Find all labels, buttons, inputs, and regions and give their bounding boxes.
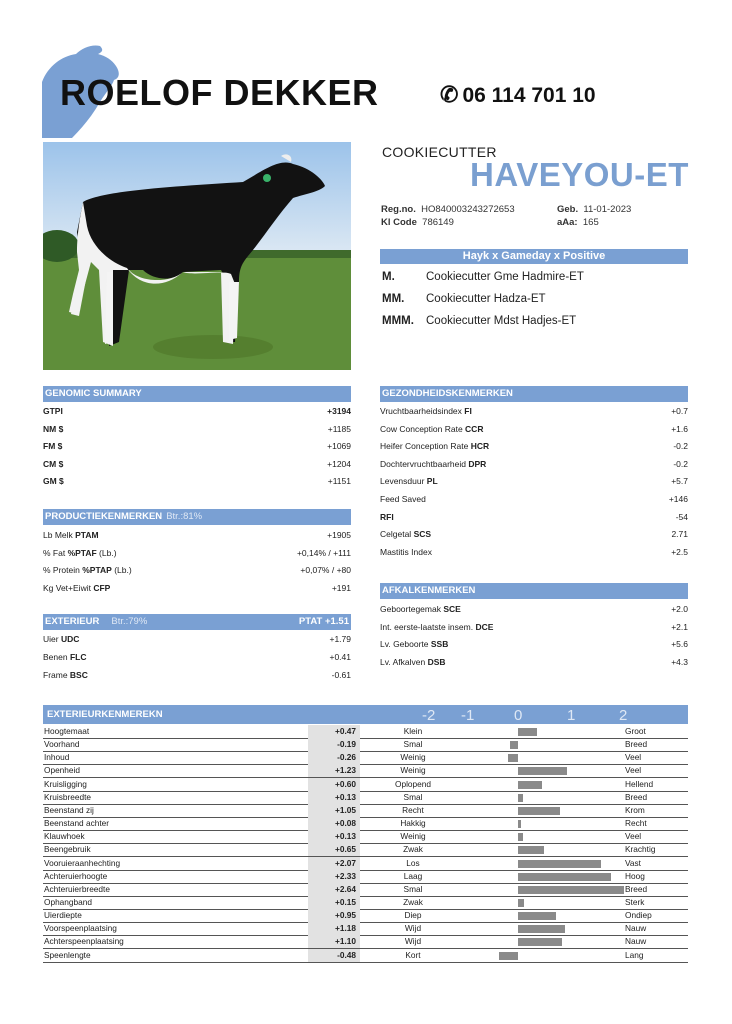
linear-traits-header (43, 705, 688, 724)
trait-label-text: Celgetal (380, 529, 414, 540)
trait-value: -0.2 (673, 441, 688, 452)
trait-label (43, 459, 63, 469)
genomic-summary-header (43, 386, 351, 402)
trait-value: +5.7 (671, 476, 688, 487)
trait-label (380, 604, 461, 614)
low-end-label: Klein (403, 726, 423, 736)
low-end-label: Weinig (400, 765, 426, 776)
trait-value: +2.33 (308, 870, 360, 883)
exterieur-row (43, 668, 351, 682)
trait-label (380, 424, 483, 434)
section-title: EXTERIEUR (45, 616, 100, 627)
trait-name: Voorhand (44, 739, 80, 750)
trait-label-text: Mastitis Index (380, 546, 432, 557)
high-end-label: Veel (625, 752, 642, 763)
trait-value: +0,07% / +80 (300, 565, 351, 575)
trait-label-text: Lv. Afkalven (380, 656, 428, 667)
trait-label-text: % Protein (43, 565, 83, 575)
pedigree-key: M. (382, 271, 395, 283)
health-row (380, 492, 688, 506)
low-end-label: Kort (405, 949, 421, 960)
scale-tick: -1 (461, 707, 475, 724)
low-end-label: Weinig (400, 752, 426, 763)
high-end-label: Hellend (625, 778, 654, 789)
trait-label-text: Geboortegemak (380, 604, 444, 614)
trait-code: FI (464, 406, 472, 416)
high-end-label: Krachtig (625, 844, 656, 855)
trait-code: CFP (93, 582, 111, 593)
trait-bar (518, 846, 544, 854)
low-end-label: Zwak (403, 844, 423, 855)
high-end-label: Ondiep (625, 910, 652, 921)
high-end-label: Groot (625, 726, 646, 736)
pedigree-great-granddam (382, 315, 576, 327)
aaa-row (557, 217, 599, 228)
trait-name: Ophangband (44, 896, 92, 907)
trait-label-text: Benen (43, 652, 70, 662)
trait-code: CM $ (43, 458, 64, 469)
trait-name: Hoogtemaat (44, 726, 90, 736)
high-end-label: Recht (625, 818, 647, 829)
trait-label (380, 512, 394, 522)
scale-tick: 1 (567, 707, 576, 724)
trait-value: 2.71 (671, 529, 688, 540)
phone-icon: ✆ (440, 82, 459, 107)
trait-label (43, 652, 86, 662)
trait-code: NM $ (43, 423, 64, 434)
trait-label-text: Feed Saved (380, 494, 426, 504)
high-end-label: Breed (625, 791, 648, 802)
trait-label-text: Kg Vet+Eiwit (43, 582, 94, 593)
trait-name: Klauwhoek (44, 831, 85, 842)
trait-bar (518, 833, 523, 841)
trait-value: +1905 (327, 530, 351, 540)
trait-name: Kruisligging (44, 778, 87, 789)
trait-label (380, 622, 493, 632)
low-end-label: Smal (403, 883, 423, 894)
pedigree-name: Cookiecutter Gme Hadmire-ET (426, 271, 584, 283)
trait-bar (518, 794, 523, 802)
trait-label (380, 529, 431, 539)
trait-name: Vooruieraanhechting (44, 857, 121, 868)
high-end-label: Sterk (625, 896, 645, 907)
linear-trait-row (43, 857, 688, 871)
trait-code: HCR (470, 441, 490, 452)
trait-code: DSB (427, 656, 446, 667)
trait-code: DPR (468, 458, 487, 469)
trait-value: +1151 (327, 476, 351, 486)
trait-value: +2.0 (671, 604, 688, 614)
trait-value: +0.60 (308, 778, 360, 791)
health-row (380, 474, 688, 488)
high-end-label: Breed (625, 883, 648, 894)
trait-bar (518, 767, 567, 775)
phone-number[interactable] (440, 82, 596, 108)
trait-bar (518, 807, 560, 815)
trait-label (380, 639, 448, 649)
regno-row (381, 204, 515, 215)
klcode-label: Kl Code (381, 217, 417, 228)
low-end-label: Weinig (400, 831, 426, 842)
linear-trait-row (43, 725, 688, 739)
trait-code: GM $ (43, 476, 64, 486)
trait-bar (518, 899, 524, 907)
trait-value: +3194 (327, 406, 351, 416)
trait-label-text: Cow Conception Rate (380, 423, 466, 434)
trait-value: +0.15 (308, 896, 360, 909)
trait-label (380, 406, 472, 416)
trait-label (43, 548, 117, 558)
low-end-label: Wijd (404, 936, 422, 947)
trait-bar (508, 754, 518, 762)
linear-trait-row (43, 764, 688, 778)
high-end-label: Hoog (625, 870, 645, 881)
calving-row (380, 637, 688, 651)
trait-label-text: % Fat (43, 547, 68, 558)
trait-label (43, 424, 63, 434)
trait-label-text: Lb Melk (43, 530, 76, 540)
production-row (43, 546, 351, 560)
trait-name: Openheid (44, 765, 80, 776)
high-end-label: Nauw (625, 923, 647, 934)
trait-bar (510, 741, 518, 749)
trait-bar (518, 925, 565, 933)
health-row (380, 439, 688, 453)
trait-label (43, 583, 110, 593)
linear-trait-row (43, 909, 688, 923)
calving-row (380, 602, 688, 616)
pedigree-granddam (382, 293, 546, 305)
trait-bar (518, 860, 601, 868)
brand-name: ROELOF DEKKER (60, 72, 379, 113)
exterieur-row (43, 650, 351, 664)
trait-name: Uierdiepte (44, 910, 82, 921)
production-header (43, 509, 351, 525)
trait-code: %PTAF (67, 547, 97, 558)
trait-label-text: Vruchtbaarheidsindex (380, 406, 465, 416)
genomic-row (43, 404, 351, 418)
trait-label (380, 476, 438, 486)
low-end-label: Laag (403, 870, 423, 881)
trait-value: -54 (675, 511, 688, 522)
ptat-value: PTAT +1.51 (298, 616, 349, 627)
trait-bar (518, 728, 537, 736)
klcode-row (381, 217, 454, 228)
regno-label: Reg.no. (381, 204, 416, 215)
trait-label (380, 657, 446, 667)
section-title: PRODUCTIEKENMERKEN (45, 511, 163, 522)
low-end-label: Smal (403, 791, 423, 802)
production-row (43, 528, 351, 542)
trait-label-text: Uier (43, 634, 61, 644)
pedigree-dam (382, 271, 584, 283)
trait-label (380, 547, 432, 557)
calving-header (380, 583, 688, 599)
birthdate-row (557, 204, 631, 215)
high-end-label: Vast (625, 857, 641, 868)
linear-trait-row (43, 935, 688, 949)
trait-value: -0.48 (308, 949, 360, 962)
low-end-label: Los (406, 857, 420, 868)
high-end-label: Krom (625, 804, 645, 815)
trait-label (380, 494, 426, 504)
linear-trait-row (43, 843, 688, 857)
low-end-label: Hakkig (400, 818, 426, 829)
linear-trait-row (43, 922, 688, 936)
scale-tick: 0 (514, 707, 523, 724)
health-row (380, 510, 688, 524)
trait-value: +2.07 (308, 857, 360, 870)
low-end-label: Recht (402, 804, 424, 815)
high-end-label: Breed (625, 739, 648, 750)
calving-row (380, 655, 688, 669)
production-row (43, 563, 351, 577)
cow-name: HAVEYOU-ET (470, 156, 689, 193)
linear-trait-row (43, 751, 688, 765)
trait-value: +1.6 (671, 423, 688, 434)
reliability: Btr.:81% (166, 511, 203, 522)
trait-label (43, 406, 63, 416)
trait-label (380, 459, 486, 469)
trait-name: Inhoud (44, 752, 70, 763)
trait-bar (518, 938, 562, 946)
trait-value: +0.41 (329, 652, 351, 662)
cow-photo (43, 142, 351, 370)
trait-label-text: Dochtervruchtbaarheid (380, 458, 469, 469)
trait-label-text: Levensduur (380, 476, 427, 487)
genomic-row (43, 422, 351, 436)
trait-label-text: Heifer Conception Rate (380, 441, 471, 452)
health-row (380, 404, 688, 418)
trait-name: Speenlengte (44, 949, 91, 960)
birthdate-value: 11-01-2023 (583, 204, 632, 215)
trait-name: Beengebruik (44, 844, 91, 855)
trait-value: +146 (668, 494, 688, 504)
trait-code: FLC (69, 652, 87, 662)
trait-code: PL (426, 476, 438, 487)
trait-value: +0.65 (308, 843, 360, 856)
linear-trait-row (43, 870, 688, 884)
trait-code: SCE (443, 604, 461, 614)
trait-value: -0.26 (308, 751, 360, 764)
low-end-label: Zwak (403, 896, 423, 907)
high-end-label: Lang (625, 949, 644, 960)
aaa-label: aAa: (557, 217, 578, 228)
pedigree-name: Cookiecutter Hadza-ET (426, 293, 546, 305)
linear-trait-row (43, 830, 688, 844)
high-end-label: Veel (625, 765, 642, 776)
section-title: AFKALKENMERKEN (382, 585, 476, 596)
trait-label-text: Int. eerste-laatste insem. (380, 621, 476, 632)
low-end-label: Smal (403, 739, 423, 750)
pedigree-key: MM. (382, 293, 405, 305)
trait-label (43, 441, 62, 451)
trait-value: +5.6 (671, 639, 688, 649)
genomic-row (43, 457, 351, 471)
birthdate-label: Geb. (557, 204, 579, 215)
trait-value: +1.79 (329, 634, 351, 644)
trait-bar (518, 781, 542, 789)
linear-trait-row (43, 817, 688, 831)
trait-value: +1.05 (308, 804, 360, 817)
trait-label (380, 441, 489, 451)
section-title: EXTERIEURKENMEREKN (47, 709, 163, 720)
trait-value: -0.2 (673, 458, 688, 469)
trait-value: +1.18 (308, 922, 360, 935)
phone-text: 06 114 701 10 (462, 84, 596, 107)
pedigree-key: MMM. (382, 315, 414, 327)
trait-code: DCE (475, 621, 494, 632)
trait-value: +4.3 (671, 656, 688, 667)
trait-label (43, 530, 99, 540)
health-row (380, 457, 688, 471)
scale-tick: 2 (619, 707, 628, 724)
trait-code: CCR (465, 423, 484, 434)
genomic-row (43, 474, 351, 488)
linear-trait-row (43, 896, 688, 910)
trait-value: +0.13 (308, 830, 360, 843)
trait-value: +0.08 (308, 817, 360, 830)
trait-value: +191 (331, 582, 351, 593)
trait-bar (518, 912, 556, 920)
trait-name: Achteruierbreedte (44, 883, 110, 894)
trait-code: %PTAP (82, 565, 112, 575)
exterieur-row (43, 632, 351, 646)
trait-label (43, 634, 79, 644)
aaa-value: 165 (582, 217, 599, 228)
trait-name: Beenstand achter (44, 818, 110, 829)
pedigree-line: Hayk x Gameday x Positive (380, 249, 688, 264)
trait-name: Voorspeenplaatsing (44, 923, 117, 934)
trait-value: +1204 (327, 458, 351, 469)
high-end-label: Veel (625, 831, 642, 842)
linear-trait-row (43, 791, 688, 805)
trait-code: PTAM (75, 530, 99, 540)
low-end-label: Diep (404, 910, 422, 921)
linear-trait-row (43, 804, 688, 818)
trait-code: GTPI (43, 406, 63, 416)
trait-bar (518, 873, 611, 881)
trait-value: +0.13 (308, 791, 360, 804)
trait-code: SSB (430, 639, 449, 649)
health-header (380, 386, 688, 402)
trait-value: +1185 (327, 423, 351, 434)
trait-bar (518, 820, 521, 828)
cow-prefix: COOKIECUTTER (382, 144, 497, 160)
regno-value: HO840003243272653 (421, 204, 515, 215)
high-end-label: Nauw (625, 936, 647, 947)
trait-name: Kruisbreedte (44, 791, 92, 802)
trait-value: +2.5 (671, 546, 688, 557)
trait-value: +1.10 (308, 935, 360, 948)
production-row (43, 581, 351, 595)
trait-value: +0.47 (308, 725, 360, 738)
trait-name: Beenstand zij (44, 804, 94, 815)
trait-code: BSC (69, 670, 88, 680)
scale-tick: -2 (422, 707, 436, 724)
trait-value: +0.95 (308, 909, 360, 922)
trait-code: UDC (60, 634, 80, 644)
low-end-label: Oplopend (395, 778, 431, 789)
trait-value: -0.19 (308, 738, 360, 751)
exterieur-header (43, 614, 351, 630)
trait-value: +2.64 (308, 883, 360, 896)
health-row (380, 527, 688, 541)
trait-bar (499, 952, 518, 960)
health-row (380, 545, 688, 559)
pedigree-name: Cookiecutter Mdst Hadjes-ET (426, 315, 577, 327)
trait-code: RFI (380, 511, 394, 522)
trait-value: +0,14% / +111 (296, 547, 351, 558)
genomic-row (43, 439, 351, 453)
reliability: Btr.:79% (111, 616, 148, 627)
trait-name: Achteruierhoogte (44, 870, 108, 881)
trait-code: SCS (413, 529, 432, 540)
calving-row (380, 620, 688, 634)
trait-value: +1.23 (308, 764, 360, 777)
linear-trait-row (43, 949, 688, 963)
linear-trait-row (43, 738, 688, 752)
trait-code: FM $ (43, 441, 63, 451)
trait-unit: (Lb.) (111, 565, 132, 575)
trait-value: +0.7 (671, 406, 688, 416)
trait-label-text: Frame (43, 670, 70, 680)
linear-trait-row (43, 778, 688, 792)
trait-label (43, 476, 64, 486)
trait-label (43, 670, 88, 680)
trait-label (43, 565, 132, 575)
health-row (380, 422, 688, 436)
trait-bar (518, 886, 624, 894)
section-title: GEZONDHEIDSKENMERKEN (382, 388, 513, 399)
trait-value: -0.61 (331, 670, 351, 680)
linear-trait-row (43, 883, 688, 897)
low-end-label: Wijd (404, 923, 422, 934)
klcode-value: 786149 (422, 217, 454, 228)
trait-value: +2.1 (671, 621, 688, 632)
trait-label-text: Lv. Geboorte (380, 639, 431, 649)
trait-value: +1069 (327, 441, 351, 451)
trait-unit: (Lb.) (96, 547, 117, 558)
trait-name: Achterspeenplaatsing (44, 936, 124, 947)
section-title: GENOMIC SUMMARY (45, 388, 142, 399)
